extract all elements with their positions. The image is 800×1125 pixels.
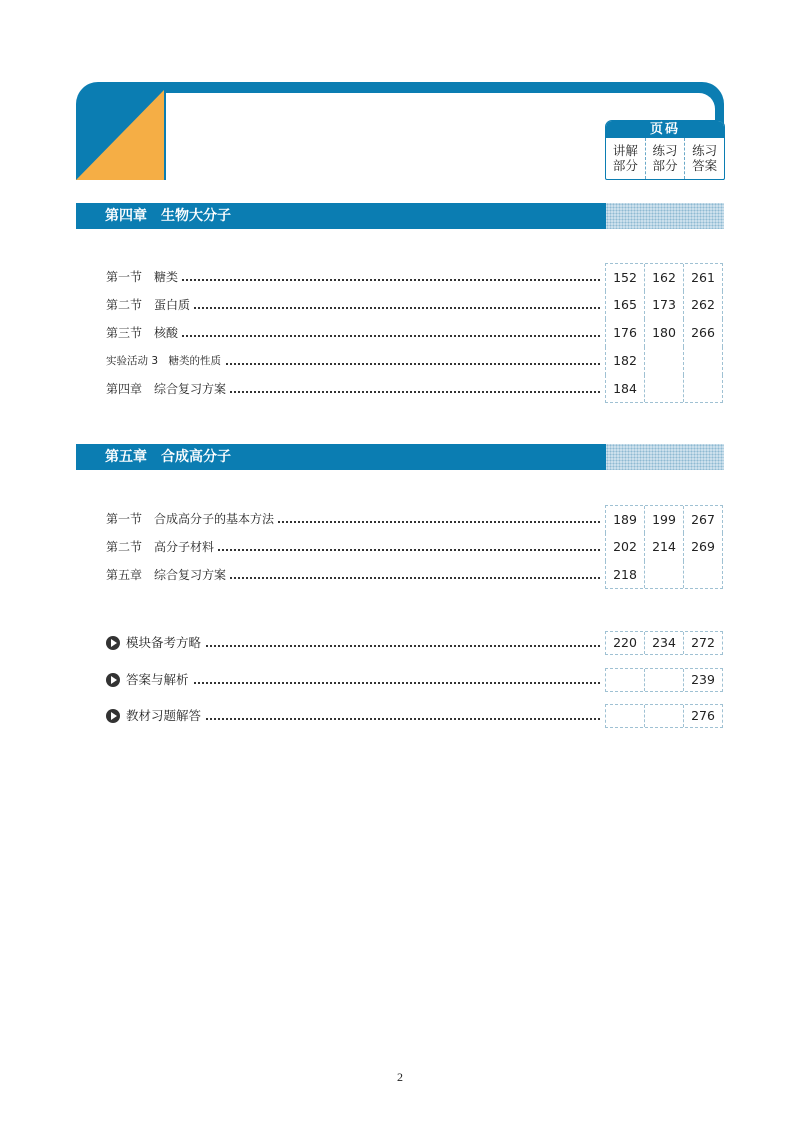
page-explanation — [606, 669, 644, 691]
toc-entry-label[interactable]: 模块备考方略 — [126, 631, 205, 655]
toc-entry[interactable] — [106, 291, 724, 319]
page-answers: 239 — [683, 669, 722, 691]
toc-entry[interactable] — [106, 505, 724, 533]
page-answers — [683, 347, 722, 375]
page-practice: 162 — [644, 264, 683, 291]
page-practice — [644, 561, 683, 588]
page-practice: 199 — [644, 506, 683, 533]
page-practice — [644, 669, 683, 691]
page-answers: 262 — [683, 291, 722, 319]
arrow-bullet-icon — [106, 636, 120, 650]
toc-entry-label[interactable]: 第三节 核酸 — [106, 319, 182, 347]
toc-entry[interactable] — [106, 561, 724, 589]
toc-entry[interactable] — [106, 375, 724, 403]
page-answers — [683, 375, 722, 402]
page-explanation: 218 — [613, 567, 637, 582]
page-answers: 272 — [683, 632, 722, 654]
toc-entry[interactable] — [106, 263, 724, 291]
toc-entry[interactable] — [106, 533, 724, 561]
page-explanation: 182 — [613, 353, 637, 368]
page-practice — [644, 375, 683, 402]
page-explanation: 165 — [613, 297, 637, 312]
chapter-header — [76, 203, 724, 229]
pages-title: 页码 — [606, 121, 724, 138]
column-practice — [645, 138, 685, 179]
column-label-line: 部分 — [612, 158, 638, 173]
page-number: 2 — [397, 1070, 403, 1084]
toc-entry-label[interactable]: 第一节 糖类 — [106, 263, 182, 291]
page-explanation: 152 — [613, 270, 637, 285]
toc-entry-label[interactable]: 第二节 蛋白质 — [106, 291, 194, 319]
column-label-line: 练习 — [692, 143, 718, 158]
column-label-line: 部分 — [652, 158, 678, 173]
toc-entry[interactable] — [106, 347, 724, 375]
arrow-bullet-icon — [106, 709, 120, 723]
page-explanation: 184 — [613, 381, 637, 396]
page-columns-legend — [605, 120, 725, 180]
page-explanation — [606, 705, 644, 727]
chapter-title: 第四章 生物大分子 — [105, 208, 231, 224]
page-practice: 173 — [644, 291, 683, 319]
page-answers: 276 — [683, 705, 722, 727]
toc-entry-label[interactable]: 答案与解析 — [126, 668, 193, 692]
page-answers: 269 — [683, 533, 722, 561]
column-label-line: 练习 — [652, 143, 678, 158]
orange-triangle-decoration — [76, 90, 164, 180]
toc-extra-entry[interactable] — [106, 704, 724, 730]
column-label-line: 答案 — [692, 158, 718, 173]
toc-entry-label[interactable]: 第二节 高分子材料 — [106, 533, 218, 561]
page-practice: 214 — [644, 533, 683, 561]
toc-entry-label[interactable]: 第四章 综合复习方案 — [106, 375, 230, 403]
page-answers: 261 — [683, 264, 722, 291]
page-explanation: 202 — [613, 539, 637, 554]
page-answers — [683, 561, 722, 588]
chapter-header — [76, 444, 724, 470]
arrow-bullet-icon — [106, 673, 120, 687]
toc-entry-label[interactable]: 第一节 合成高分子的基本方法 — [106, 505, 278, 533]
page-practice — [644, 705, 683, 727]
page-practice: 234 — [644, 632, 683, 654]
toc-entry-label[interactable]: 教材习题解答 — [126, 704, 205, 728]
column-label-line: 讲解 — [612, 143, 638, 158]
page-answers: 266 — [683, 319, 722, 347]
page-explanation: 176 — [613, 325, 637, 340]
column-explanation — [606, 138, 645, 179]
toc-extra-entry[interactable] — [106, 668, 724, 694]
leader-dots — [126, 682, 600, 684]
page-explanation: 189 — [613, 512, 637, 527]
column-answers — [684, 138, 724, 179]
page-practice: 180 — [644, 319, 683, 347]
chapter-title: 第五章 合成高分子 — [105, 449, 231, 465]
toc-entry-label[interactable]: 实验活动 3 糖类的性质 — [106, 347, 225, 375]
toc-entry[interactable] — [106, 319, 724, 347]
page-practice — [644, 347, 683, 375]
toc-entry-label[interactable]: 第五章 综合复习方案 — [106, 561, 230, 589]
toc-extra-entry[interactable] — [106, 631, 724, 657]
page-answers: 267 — [683, 506, 722, 533]
page-explanation: 220 — [613, 635, 637, 650]
